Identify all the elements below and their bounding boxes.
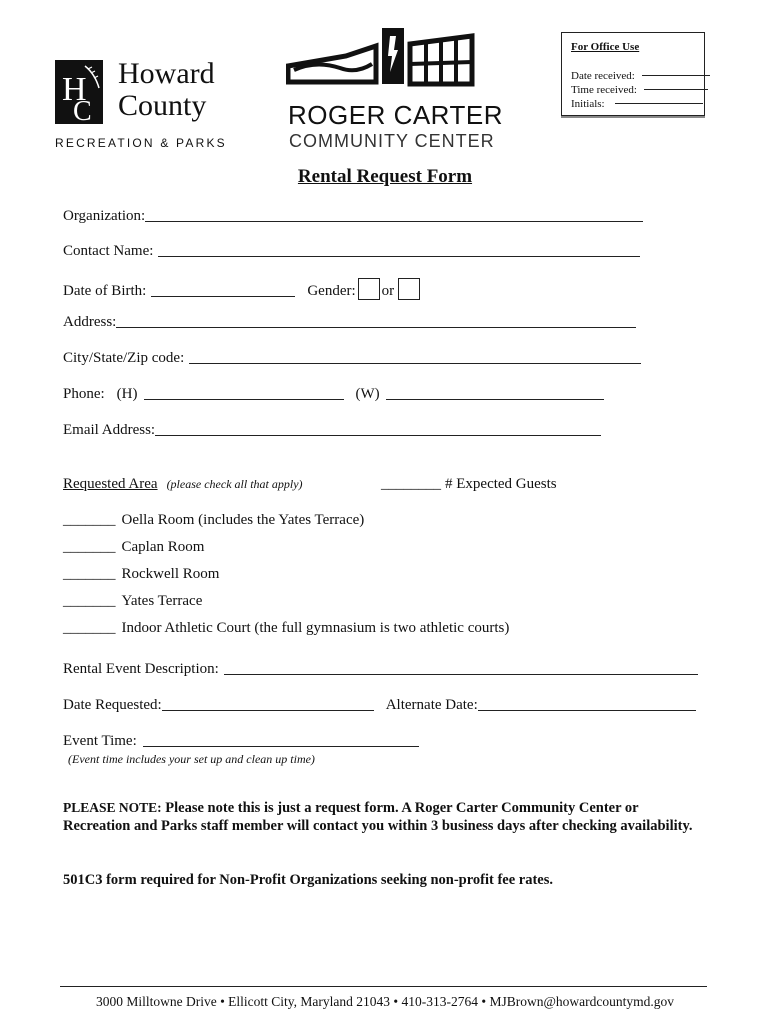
area-item-label: Oella Room (includes the Yates Terrace) (121, 512, 365, 528)
gender-or-label: or (381, 283, 395, 299)
area-item-blank[interactable]: _______ (63, 512, 116, 528)
date-requested-row (63, 697, 696, 714)
organization-label: Organization: (63, 208, 146, 224)
event-time-note: (Event time includes your set up and clean up time) (68, 752, 315, 766)
event-time-field[interactable] (143, 745, 419, 747)
office-use-box (561, 32, 705, 116)
form-title: Rental Request Form (297, 166, 473, 187)
requested-area-label: Requested Area (63, 476, 158, 492)
email-row (63, 422, 601, 439)
contact-name-row (63, 243, 640, 260)
area-item-blank[interactable]: _______ (63, 566, 116, 582)
date-received-row (571, 70, 710, 82)
svg-text:C: C (73, 96, 92, 124)
area-item-caplan[interactable] (63, 539, 204, 556)
requested-area-header (63, 476, 303, 493)
organization-field[interactable] (145, 220, 643, 222)
area-item-blank[interactable]: _______ (63, 620, 116, 636)
event-time-row (63, 733, 419, 750)
alternate-date-field[interactable] (478, 709, 696, 711)
email-label: Email Address: (63, 422, 156, 438)
city-state-zip-field[interactable] (189, 362, 641, 364)
please-note-text: Please note this is just a request form. A Roger Carter Community Center or Recreation and Parks staff member will contact you within 3 business days after checking availability. (63, 800, 693, 834)
date-received-label: Date received: (571, 70, 635, 82)
address-field[interactable] (116, 326, 636, 328)
expected-guests-label: # Expected Guests (445, 476, 557, 492)
date-requested-label: Date Requested: (63, 697, 162, 713)
area-item-label: Indoor Athletic Court (the full gymnasium is two athletic courts) (121, 620, 510, 636)
footer-divider (60, 986, 707, 987)
area-item-rockwell[interactable] (63, 566, 219, 583)
phone-home-label: (H) (116, 386, 138, 402)
expected-guests-row (381, 476, 557, 493)
phone-home-field[interactable] (144, 398, 344, 400)
city-state-zip-label: City/State/Zip code: (63, 350, 185, 366)
form-501c3-note: 501C3 form required for Non-Profit Organizations seeking non-profit fee rates. (63, 872, 553, 888)
initials-row (571, 98, 703, 110)
please-note-lead: PLEASE NOTE: (63, 800, 162, 815)
expected-guests-blank[interactable]: ________ (381, 476, 441, 492)
event-description-label: Rental Event Description: (63, 661, 219, 677)
phone-label: Phone: (63, 386, 105, 402)
phone-work-label: (W) (355, 386, 380, 402)
city-state-zip-row (63, 350, 641, 367)
contact-name-label: Contact Name: (63, 243, 154, 259)
community-center-name: COMMUNITY CENTER (289, 131, 495, 151)
footer-address: 3000 Milltowne Drive • Ellicott City, Maryland 21043 • 410-313-2764 • MJBrown@howardcountymd.gov (95, 994, 675, 1009)
area-item-oella[interactable] (63, 512, 364, 529)
howard-county-emblem-icon (55, 60, 103, 124)
area-item-blank[interactable]: _______ (63, 539, 116, 555)
gender-label: Gender: (307, 283, 356, 299)
email-field[interactable] (155, 434, 601, 436)
gender-checkbox-1[interactable] (358, 278, 380, 300)
office-use-title: For Office Use (571, 41, 640, 53)
howard-county-line2: County (118, 89, 207, 122)
initials-line[interactable] (615, 102, 703, 104)
area-item-label: Yates Terrace (121, 593, 203, 609)
event-description-row (63, 661, 698, 678)
please-note (63, 799, 703, 835)
time-received-label: Time received: (571, 84, 637, 96)
dob-gender-row (63, 278, 422, 300)
date-received-line[interactable] (642, 74, 710, 76)
contact-name-field[interactable] (158, 255, 640, 257)
howard-county-line1: Howard (118, 57, 215, 90)
organization-row (63, 208, 643, 225)
area-item-yates[interactable] (63, 593, 202, 610)
svg-text:H: H (62, 71, 87, 108)
date-of-birth-field[interactable] (151, 295, 295, 297)
area-item-blank[interactable]: _______ (63, 593, 116, 609)
howard-county-subtitle: RECREATION & PARKS (55, 136, 227, 150)
area-item-label: Rockwell Room (121, 566, 220, 582)
address-row (63, 314, 636, 331)
initials-label: Initials: (571, 98, 605, 110)
area-item-label: Caplan Room (121, 539, 205, 555)
alternate-date-label: Alternate Date: (385, 697, 478, 713)
time-received-line[interactable] (644, 88, 708, 90)
date-requested-field[interactable] (162, 709, 374, 711)
event-time-label: Event Time: (63, 733, 137, 749)
phone-row (63, 386, 604, 403)
howard-county-name (118, 58, 215, 122)
address-label: Address: (63, 314, 117, 330)
date-of-birth-label: Date of Birth: (63, 283, 147, 299)
roger-carter-building-icon (286, 26, 476, 96)
area-item-athletic-court[interactable] (63, 620, 509, 637)
roger-carter-name: ROGER CARTER (288, 100, 503, 130)
requested-area-hint: (please check all that apply) (166, 477, 303, 491)
phone-work-field[interactable] (386, 398, 604, 400)
event-description-field[interactable] (224, 673, 698, 675)
time-received-row (571, 84, 708, 96)
gender-checkbox-2[interactable] (398, 278, 420, 300)
